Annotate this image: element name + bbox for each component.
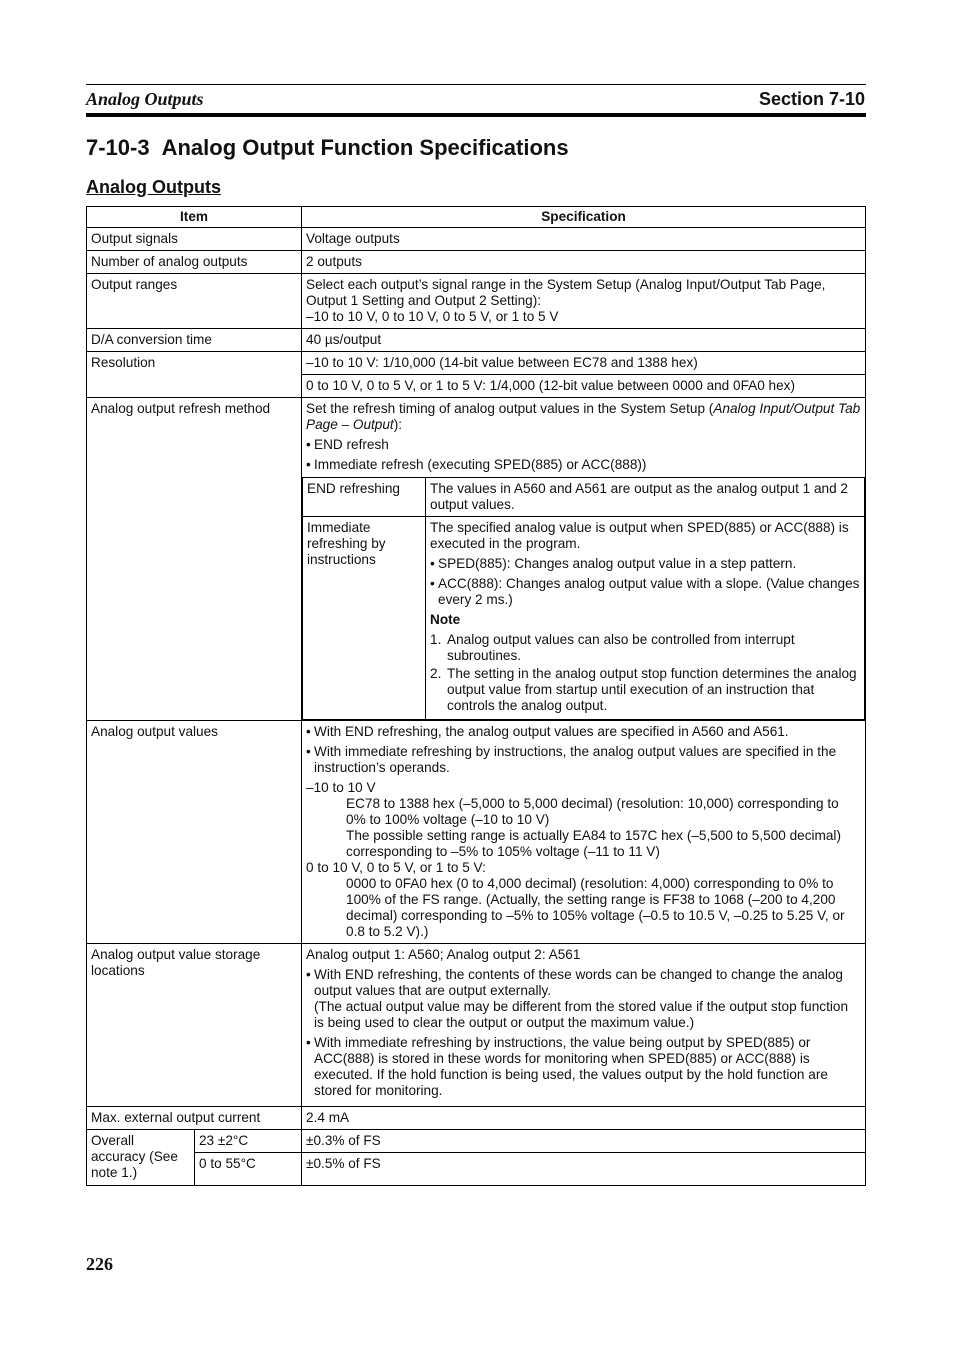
table-row	[87, 721, 866, 944]
spec-cell: 40 µs/output	[302, 329, 866, 352]
range-label: 0 to 10 V, 0 to 5 V, or 1 to 5 V:	[306, 860, 486, 875]
range-label: –10 to 10 V	[306, 780, 376, 795]
spec-text: (The actual output value may be different from the stored value if the output stop function is being used to clear the output or output the maximum value.)	[314, 999, 849, 1030]
section-title	[86, 135, 569, 161]
bullet-icon: •	[306, 967, 311, 982]
spec-cell: ±0.5% of FS	[302, 1153, 866, 1186]
bullet-icon: •	[306, 724, 311, 739]
header-chapter: Analog Outputs	[86, 89, 204, 109]
item-cell: Output signals	[87, 228, 302, 251]
bullet-item: • With immediate refreshing by instructions, the value being output by SPED(885) or ACC(888) is stored in these words for monitoring when SPED(885) or ACC(888) is executed. If the hold function is being used, the values output by the hold function are stored for monitoring.	[306, 1035, 828, 1098]
subsection-title: Analog Outputs	[86, 177, 221, 197]
bullet-item: • SPED(885): Changes analog output value in a step pattern.	[430, 556, 797, 571]
table-row	[87, 228, 866, 251]
item-cell: Max. external output current	[87, 1107, 302, 1130]
sub-spec-cell: The values in A560 and A561 are output as the analog output 1 and 2 output values.	[426, 478, 865, 517]
section-title-text: Analog Output Function Specifications	[161, 135, 569, 160]
table-row	[87, 352, 866, 398]
refresh-subtable	[302, 477, 865, 720]
note-item: 1. Analog output values can also be controlled from interrupt subroutines.	[430, 632, 795, 663]
spec-cell: 2.4 mA	[302, 1107, 866, 1130]
page-number: 226	[86, 1254, 113, 1274]
item-cell: Analog output value storage locations	[87, 944, 302, 1107]
spec-text: Analog output 1: A560; Analog output 2: A561	[306, 947, 581, 962]
table-row	[87, 1107, 866, 1130]
table-row	[87, 1153, 866, 1186]
section-number: 7-10-3	[86, 135, 150, 160]
item-cell: Number of analog outputs	[87, 251, 302, 274]
bullet-icon: •	[430, 556, 435, 571]
header-section: Section 7-10	[758, 89, 865, 109]
spec-cell	[302, 274, 866, 329]
item-cell: Analog output refresh method	[87, 398, 302, 721]
spec-cell: Voltage outputs	[302, 228, 866, 251]
table-row	[87, 251, 866, 274]
spec-text: Set the refresh timing of analog output values in the System Setup (Analog Input/Output Tab Page – Output):	[306, 401, 861, 432]
spec-cell	[302, 352, 866, 398]
spec-cell	[302, 721, 866, 944]
bullet-icon: •	[306, 457, 311, 472]
spec-text: EC78 to 1388 hex (–5,000 to 5,000 decimal) (resolution: 10,000) corresponding to 0% to 100% voltage (–10 to 10 V)	[346, 796, 839, 827]
sub-item-cell: Immediate refreshing by instructions	[303, 517, 426, 720]
header-rule-bottom	[86, 113, 866, 117]
table-row	[87, 944, 866, 1107]
table-row	[87, 329, 866, 352]
table-row	[303, 478, 865, 517]
spec-text: 0000 to 0FA0 hex (0 to 4,000 decimal) (resolution: 4,000) corresponding to 0% to 100% of the FS range. (Actually, the setting range is FF38 to 1068 (–200 to 4,200 decimal) corresponding to –5% to 105% voltage (–0.5 to 10.5 V, –0.25 to 5.25 V, or 0.8 to 5.2 V).)	[346, 876, 845, 939]
spec-text: –10 to 10 V: 1/10,000 (14-bit value between EC78 and 1388 hex)	[306, 355, 698, 370]
spec-table	[86, 206, 866, 1186]
spec-text: –10 to 10 V, 0 to 10 V, 0 to 5 V, or 1 to 5 V	[306, 309, 559, 324]
item-cell: Output ranges	[87, 274, 302, 329]
note-label: Note	[430, 612, 461, 627]
spec-cell: 2 outputs	[302, 251, 866, 274]
sub-item-cell: END refreshing	[303, 478, 426, 517]
spec-cell	[302, 398, 866, 721]
item-cell: Overall accuracy (See note 1.)	[87, 1130, 195, 1186]
bullet-item: • ACC(888): Changes analog output value with a slope. (Value changes every 2 ms.)	[430, 576, 860, 607]
spec-cell	[302, 944, 866, 1107]
bullet-item: • With immediate refreshing by instructions, the analog output values are specified in the instruction’s operands.	[306, 744, 837, 775]
spec-cell: ±0.3% of FS	[302, 1130, 866, 1153]
table-row	[87, 274, 866, 329]
bullet-icon: •	[306, 1035, 311, 1050]
spec-text: The possible setting range is actually EA84 to 157C hex (–5,500 to 5,500 decimal) corresponding to –5% to 105% voltage (–11 to 11 V)	[346, 828, 841, 859]
header-item: Item	[87, 207, 302, 228]
bullet-icon: •	[306, 744, 311, 759]
sub-spec-cell	[426, 517, 865, 720]
item-cell: D/A conversion time	[87, 329, 302, 352]
condition-cell: 0 to 55°C	[195, 1153, 302, 1186]
bullet-item: • With END refreshing, the contents of these words can be changed to change the analog output values that are output externally.	[306, 967, 843, 998]
item-cell: Resolution	[87, 352, 302, 398]
bullet-item: • END refresh	[306, 437, 389, 452]
item-cell: Analog output values	[87, 721, 302, 944]
bullet-icon: •	[430, 576, 435, 591]
spec-text: 0 to 10 V, 0 to 5 V, or 1 to 5 V: 1/4,000 (12-bit value between 0000 and 0FA0 hex)	[302, 374, 865, 394]
table-header-row	[87, 207, 866, 228]
note-item: 2. The setting in the analog output stop function determines the analog output value from startup until execution of an instruction that controls the analog output.	[430, 666, 857, 713]
table-row	[303, 517, 865, 720]
bullet-icon: •	[306, 437, 311, 452]
table-row	[87, 1130, 866, 1153]
header-spec: Specification	[302, 207, 866, 228]
table-row	[87, 398, 866, 721]
condition-cell: 23 ±2°C	[195, 1130, 302, 1153]
header-rule-top	[86, 84, 866, 85]
bullet-item: • Immediate refresh (executing SPED(885) or ACC(888))	[306, 457, 647, 472]
bullet-item: • With END refreshing, the analog output values are specified in A560 and A561.	[306, 724, 789, 739]
spec-text: Select each output’s signal range in the System Setup (Analog Input/Output Tab Page, Output 1 Setting and Output 2 Setting):	[306, 277, 826, 308]
spec-text: The specified analog value is output when SPED(885) or ACC(888) is executed in the program.	[430, 520, 849, 551]
